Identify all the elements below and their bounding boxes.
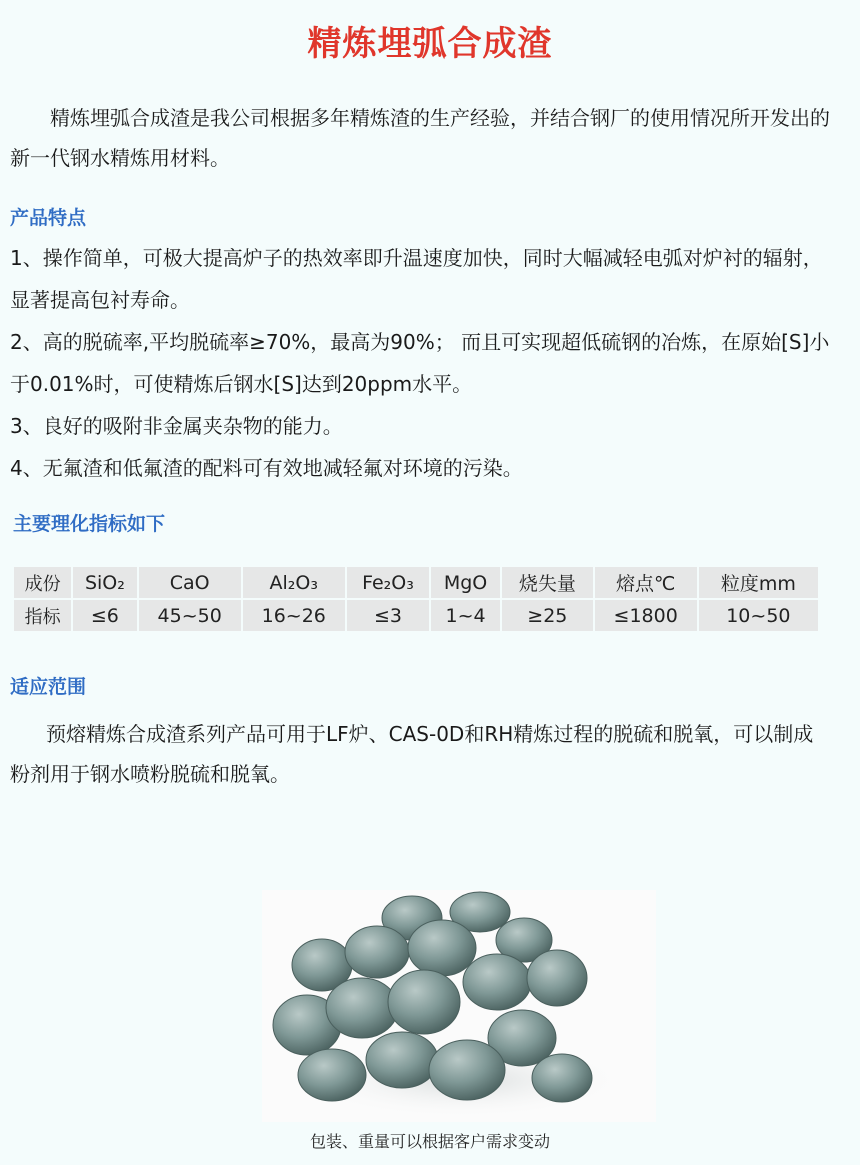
table-header-cell: 烧失量 bbox=[502, 567, 593, 598]
feature-item: 2、高的脱硫率,平均脱硫率≥70%，最高为90%； 而且可实现超低硫钢的冶炼，在原始[S]小于0.01%时，可使精炼后钢水[S]达到20ppm水平。 bbox=[10, 330, 830, 396]
table-cell: 45~50 bbox=[139, 600, 241, 631]
features-heading: 产品特点 bbox=[10, 207, 87, 229]
slag-balls-illustration bbox=[262, 890, 656, 1122]
scope-heading: 适应范围 bbox=[10, 676, 87, 698]
feature-item: 3、良好的吸附非金属夹杂物的能力。 bbox=[10, 414, 343, 438]
table-cell: 16~26 bbox=[243, 600, 345, 631]
table-header-cell: CaO bbox=[139, 567, 241, 598]
table-header-cell: SiO₂ bbox=[73, 567, 136, 598]
table-cell: ≤6 bbox=[73, 600, 136, 631]
table-cell: 10~50 bbox=[699, 600, 818, 631]
feature-item: 4、无氟渣和低氟渣的配料可有效地减轻氟对环境的污染。 bbox=[10, 456, 523, 480]
table-cell: 1~4 bbox=[431, 600, 500, 631]
table-cell: ≤3 bbox=[347, 600, 429, 631]
table-cell: ≥25 bbox=[502, 600, 593, 631]
spec-table bbox=[12, 565, 820, 633]
table-header-cell: Al₂O₃ bbox=[243, 567, 345, 598]
table-header-cell: MgO bbox=[431, 567, 500, 598]
page-title: 精炼埋弧合成渣 bbox=[307, 24, 553, 64]
table-header-cell: 熔点℃ bbox=[595, 567, 697, 598]
table-header-row bbox=[14, 567, 818, 598]
table-header-cell: 粒度mm bbox=[699, 567, 818, 598]
table-cell: ≤1800 bbox=[595, 600, 697, 631]
photo-caption: 包装、重量可以根据客户需求变动 bbox=[309, 1132, 550, 1151]
product-photo bbox=[262, 890, 656, 1122]
feature-item: 1、操作简单，可极大提高炉子的热效率即升温速度加快，同时大幅减轻电弧对炉衬的辐射，显著提高包衬寿命。 bbox=[10, 246, 823, 312]
scope-paragraph: 预熔精炼合成渣系列产品可用于LF炉、CAS-0D和RH精炼过程的脱硫和脱氧，可以制成粉剂用于钢水喷粉脱硫和脱氧。 bbox=[10, 722, 814, 786]
table-cell: 指标 bbox=[14, 600, 71, 631]
table-header-cell: Fe₂O₃ bbox=[347, 567, 429, 598]
table-header-cell: 成份 bbox=[14, 567, 71, 598]
intro-paragraph: 精炼埋弧合成渣是我公司根据多年精炼渣的生产经验，并结合钢厂的使用情况所开发出的新一代钢水精炼用材料。 bbox=[10, 106, 830, 170]
specs-heading: 主要理化指标如下 bbox=[13, 513, 166, 535]
table-row bbox=[14, 600, 818, 631]
features-list bbox=[10, 237, 840, 489]
